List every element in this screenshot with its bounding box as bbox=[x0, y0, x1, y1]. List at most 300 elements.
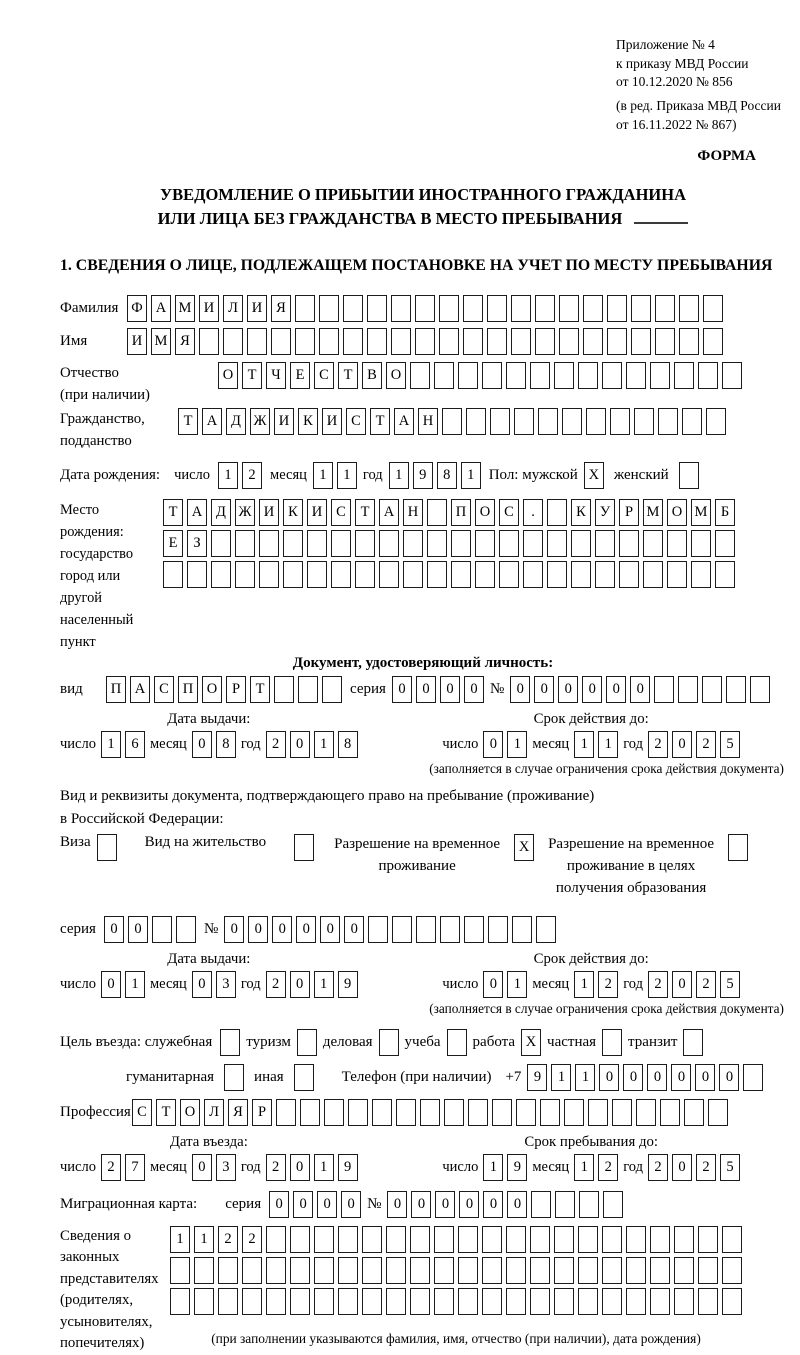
char-cell[interactable] bbox=[655, 328, 675, 355]
char-cell[interactable] bbox=[331, 530, 351, 557]
char-cell[interactable] bbox=[379, 561, 399, 588]
char-cell[interactable] bbox=[511, 328, 531, 355]
char-cell[interactable] bbox=[482, 1226, 502, 1253]
char-cell[interactable] bbox=[595, 530, 615, 557]
char-cell[interactable] bbox=[631, 328, 651, 355]
char-cell[interactable] bbox=[403, 561, 423, 588]
char-cell[interactable] bbox=[199, 328, 219, 355]
char-cell[interactable]: 2 bbox=[266, 1154, 286, 1181]
char-cell[interactable] bbox=[434, 362, 454, 389]
char-cell[interactable] bbox=[290, 1257, 310, 1284]
char-cell[interactable] bbox=[750, 676, 770, 703]
char-cell[interactable] bbox=[536, 916, 556, 943]
char-cell[interactable]: К bbox=[571, 499, 591, 526]
char-cell[interactable] bbox=[626, 1257, 646, 1284]
char-cell[interactable] bbox=[458, 362, 478, 389]
char-cell[interactable]: П bbox=[178, 676, 198, 703]
char-cell[interactable]: 1 bbox=[461, 462, 481, 489]
char-cell[interactable]: 2 bbox=[598, 1154, 618, 1181]
char-cell[interactable]: 0 bbox=[192, 1154, 212, 1181]
char-cell[interactable]: Б bbox=[715, 499, 735, 526]
char-cell[interactable] bbox=[338, 1257, 358, 1284]
char-cell[interactable] bbox=[703, 295, 723, 322]
char-cell[interactable]: 1 bbox=[194, 1226, 214, 1253]
char-cell[interactable] bbox=[439, 295, 459, 322]
char-cell[interactable]: 2 bbox=[266, 971, 286, 998]
char-cell[interactable] bbox=[322, 676, 342, 703]
char-cell[interactable]: 0 bbox=[558, 676, 578, 703]
char-cell[interactable]: Ж bbox=[250, 408, 270, 435]
char-cell[interactable]: 5 bbox=[720, 971, 740, 998]
char-cell[interactable] bbox=[355, 530, 375, 557]
char-cell[interactable]: 0 bbox=[290, 1154, 310, 1181]
char-cell[interactable]: . bbox=[523, 499, 543, 526]
char-cell[interactable]: 1 bbox=[575, 1064, 595, 1091]
char-cell[interactable] bbox=[540, 1099, 560, 1126]
char-cell[interactable] bbox=[631, 295, 651, 322]
char-cell[interactable] bbox=[726, 676, 746, 703]
char-cell[interactable] bbox=[579, 1191, 599, 1218]
char-cell[interactable] bbox=[223, 328, 243, 355]
char-cell[interactable]: Ж bbox=[235, 499, 255, 526]
char-cell[interactable] bbox=[283, 561, 303, 588]
char-cell[interactable]: А bbox=[394, 408, 414, 435]
char-cell[interactable] bbox=[658, 408, 678, 435]
checkbox-cell[interactable] bbox=[97, 834, 117, 861]
char-cell[interactable] bbox=[678, 676, 698, 703]
char-cell[interactable]: 0 bbox=[411, 1191, 431, 1218]
char-cell[interactable]: С bbox=[499, 499, 519, 526]
char-cell[interactable]: 9 bbox=[507, 1154, 527, 1181]
checkbox-cell[interactable] bbox=[683, 1029, 703, 1056]
char-cell[interactable] bbox=[427, 499, 447, 526]
char-cell[interactable]: О bbox=[475, 499, 495, 526]
char-cell[interactable]: 0 bbox=[459, 1191, 479, 1218]
char-cell[interactable] bbox=[324, 1099, 344, 1126]
char-cell[interactable] bbox=[343, 295, 363, 322]
char-cell[interactable] bbox=[463, 328, 483, 355]
char-cell[interactable]: О bbox=[386, 362, 406, 389]
char-cell[interactable] bbox=[444, 1099, 464, 1126]
char-cell[interactable] bbox=[343, 328, 363, 355]
char-cell[interactable]: 1 bbox=[507, 971, 527, 998]
char-cell[interactable] bbox=[314, 1226, 334, 1253]
char-cell[interactable] bbox=[362, 1257, 382, 1284]
char-cell[interactable] bbox=[348, 1099, 368, 1126]
char-cell[interactable]: 0 bbox=[630, 676, 650, 703]
char-cell[interactable] bbox=[170, 1288, 190, 1315]
char-cell[interactable]: 0 bbox=[248, 916, 268, 943]
char-cell[interactable] bbox=[530, 1257, 550, 1284]
checkbox-cell[interactable]: X bbox=[514, 834, 534, 861]
char-cell[interactable] bbox=[482, 362, 502, 389]
char-cell[interactable]: 0 bbox=[317, 1191, 337, 1218]
char-cell[interactable]: 0 bbox=[582, 676, 602, 703]
char-cell[interactable] bbox=[427, 530, 447, 557]
char-cell[interactable]: 1 bbox=[101, 731, 121, 758]
char-cell[interactable] bbox=[410, 362, 430, 389]
char-cell[interactable] bbox=[319, 328, 339, 355]
char-cell[interactable] bbox=[722, 1257, 742, 1284]
char-cell[interactable]: У bbox=[595, 499, 615, 526]
char-cell[interactable]: 9 bbox=[413, 462, 433, 489]
char-cell[interactable]: 2 bbox=[696, 731, 716, 758]
char-cell[interactable]: В bbox=[362, 362, 382, 389]
char-cell[interactable]: 2 bbox=[101, 1154, 121, 1181]
char-cell[interactable]: Н bbox=[418, 408, 438, 435]
char-cell[interactable] bbox=[650, 1257, 670, 1284]
char-cell[interactable] bbox=[307, 561, 327, 588]
char-cell[interactable] bbox=[331, 561, 351, 588]
char-cell[interactable]: И bbox=[247, 295, 267, 322]
char-cell[interactable]: 1 bbox=[507, 731, 527, 758]
char-cell[interactable]: 1 bbox=[574, 1154, 594, 1181]
char-cell[interactable] bbox=[559, 295, 579, 322]
char-cell[interactable] bbox=[607, 328, 627, 355]
char-cell[interactable] bbox=[698, 1226, 718, 1253]
char-cell[interactable] bbox=[247, 328, 267, 355]
char-cell[interactable] bbox=[708, 1099, 728, 1126]
char-cell[interactable] bbox=[379, 530, 399, 557]
char-cell[interactable] bbox=[538, 408, 558, 435]
char-cell[interactable] bbox=[475, 530, 495, 557]
char-cell[interactable]: 1 bbox=[314, 971, 334, 998]
char-cell[interactable]: Т bbox=[355, 499, 375, 526]
char-cell[interactable] bbox=[679, 295, 699, 322]
char-cell[interactable] bbox=[451, 530, 471, 557]
checkbox-cell[interactable]: X bbox=[584, 462, 604, 489]
char-cell[interactable] bbox=[218, 1257, 238, 1284]
char-cell[interactable]: Д bbox=[211, 499, 231, 526]
char-cell[interactable]: О bbox=[202, 676, 222, 703]
char-cell[interactable]: 0 bbox=[192, 731, 212, 758]
checkbox-cell[interactable] bbox=[297, 1029, 317, 1056]
char-cell[interactable]: Р bbox=[252, 1099, 272, 1126]
char-cell[interactable]: П bbox=[451, 499, 471, 526]
char-cell[interactable]: 1 bbox=[389, 462, 409, 489]
char-cell[interactable]: О bbox=[667, 499, 687, 526]
checkbox-cell[interactable] bbox=[379, 1029, 399, 1056]
char-cell[interactable]: 0 bbox=[320, 916, 340, 943]
char-cell[interactable] bbox=[194, 1288, 214, 1315]
char-cell[interactable] bbox=[554, 1257, 574, 1284]
char-cell[interactable]: 2 bbox=[696, 971, 716, 998]
char-cell[interactable] bbox=[355, 561, 375, 588]
char-cell[interactable] bbox=[698, 1257, 718, 1284]
char-cell[interactable]: 0 bbox=[599, 1064, 619, 1091]
char-cell[interactable]: 0 bbox=[440, 676, 460, 703]
char-cell[interactable]: 0 bbox=[293, 1191, 313, 1218]
char-cell[interactable] bbox=[674, 1257, 694, 1284]
char-cell[interactable] bbox=[499, 530, 519, 557]
char-cell[interactable] bbox=[307, 530, 327, 557]
char-cell[interactable] bbox=[367, 328, 387, 355]
char-cell[interactable] bbox=[512, 916, 532, 943]
char-cell[interactable] bbox=[415, 295, 435, 322]
char-cell[interactable] bbox=[602, 1288, 622, 1315]
char-cell[interactable] bbox=[667, 561, 687, 588]
char-cell[interactable] bbox=[506, 1288, 526, 1315]
char-cell[interactable]: 0 bbox=[483, 971, 503, 998]
char-cell[interactable]: 5 bbox=[720, 731, 740, 758]
char-cell[interactable]: М bbox=[691, 499, 711, 526]
char-cell[interactable] bbox=[607, 295, 627, 322]
char-cell[interactable]: И bbox=[259, 499, 279, 526]
char-cell[interactable]: 3 bbox=[216, 971, 236, 998]
char-cell[interactable] bbox=[530, 1226, 550, 1253]
char-cell[interactable]: 7 bbox=[125, 1154, 145, 1181]
char-cell[interactable] bbox=[410, 1257, 430, 1284]
char-cell[interactable] bbox=[295, 328, 315, 355]
char-cell[interactable] bbox=[410, 1226, 430, 1253]
char-cell[interactable] bbox=[458, 1257, 478, 1284]
char-cell[interactable] bbox=[314, 1288, 334, 1315]
char-cell[interactable] bbox=[650, 1226, 670, 1253]
char-cell[interactable]: П bbox=[106, 676, 126, 703]
checkbox-cell[interactable] bbox=[679, 462, 699, 489]
char-cell[interactable]: 0 bbox=[647, 1064, 667, 1091]
char-cell[interactable]: 0 bbox=[387, 1191, 407, 1218]
char-cell[interactable] bbox=[271, 328, 291, 355]
char-cell[interactable] bbox=[602, 362, 622, 389]
char-cell[interactable] bbox=[660, 1099, 680, 1126]
char-cell[interactable] bbox=[482, 1257, 502, 1284]
char-cell[interactable]: 0 bbox=[534, 676, 554, 703]
char-cell[interactable]: 2 bbox=[648, 1154, 668, 1181]
char-cell[interactable]: 0 bbox=[192, 971, 212, 998]
char-cell[interactable] bbox=[626, 1288, 646, 1315]
char-cell[interactable] bbox=[691, 530, 711, 557]
char-cell[interactable]: Ч bbox=[266, 362, 286, 389]
char-cell[interactable] bbox=[290, 1288, 310, 1315]
char-cell[interactable]: 1 bbox=[574, 971, 594, 998]
char-cell[interactable] bbox=[482, 1288, 502, 1315]
char-cell[interactable] bbox=[535, 328, 555, 355]
char-cell[interactable] bbox=[743, 1064, 763, 1091]
char-cell[interactable] bbox=[300, 1099, 320, 1126]
char-cell[interactable]: И bbox=[274, 408, 294, 435]
char-cell[interactable] bbox=[571, 530, 591, 557]
char-cell[interactable]: Р bbox=[226, 676, 246, 703]
char-cell[interactable] bbox=[298, 676, 318, 703]
char-cell[interactable] bbox=[152, 916, 172, 943]
char-cell[interactable] bbox=[487, 295, 507, 322]
char-cell[interactable] bbox=[578, 362, 598, 389]
char-cell[interactable] bbox=[684, 1099, 704, 1126]
char-cell[interactable]: 0 bbox=[464, 676, 484, 703]
char-cell[interactable] bbox=[416, 916, 436, 943]
char-cell[interactable] bbox=[578, 1288, 598, 1315]
char-cell[interactable] bbox=[396, 1099, 416, 1126]
char-cell[interactable] bbox=[679, 328, 699, 355]
char-cell[interactable] bbox=[442, 408, 462, 435]
char-cell[interactable] bbox=[434, 1226, 454, 1253]
char-cell[interactable]: Ф bbox=[127, 295, 147, 322]
char-cell[interactable]: Т bbox=[338, 362, 358, 389]
char-cell[interactable] bbox=[610, 408, 630, 435]
char-cell[interactable] bbox=[702, 676, 722, 703]
char-cell[interactable]: С bbox=[314, 362, 334, 389]
char-cell[interactable] bbox=[403, 530, 423, 557]
char-cell[interactable] bbox=[295, 295, 315, 322]
char-cell[interactable] bbox=[391, 295, 411, 322]
char-cell[interactable] bbox=[506, 1226, 526, 1253]
char-cell[interactable]: 2 bbox=[266, 731, 286, 758]
char-cell[interactable] bbox=[468, 1099, 488, 1126]
char-cell[interactable] bbox=[259, 561, 279, 588]
char-cell[interactable] bbox=[458, 1288, 478, 1315]
char-cell[interactable] bbox=[554, 1226, 574, 1253]
char-cell[interactable]: 0 bbox=[695, 1064, 715, 1091]
char-cell[interactable] bbox=[420, 1099, 440, 1126]
char-cell[interactable] bbox=[391, 328, 411, 355]
char-cell[interactable]: 3 bbox=[216, 1154, 236, 1181]
char-cell[interactable]: Л bbox=[204, 1099, 224, 1126]
char-cell[interactable]: 2 bbox=[242, 462, 262, 489]
char-cell[interactable] bbox=[464, 916, 484, 943]
char-cell[interactable]: 8 bbox=[216, 731, 236, 758]
char-cell[interactable]: 0 bbox=[341, 1191, 361, 1218]
checkbox-cell[interactable] bbox=[294, 834, 314, 861]
char-cell[interactable]: 6 bbox=[125, 731, 145, 758]
char-cell[interactable] bbox=[434, 1257, 454, 1284]
char-cell[interactable] bbox=[626, 1226, 646, 1253]
char-cell[interactable] bbox=[290, 1226, 310, 1253]
char-cell[interactable] bbox=[274, 676, 294, 703]
char-cell[interactable] bbox=[602, 1257, 622, 1284]
char-cell[interactable] bbox=[235, 561, 255, 588]
char-cell[interactable]: И bbox=[307, 499, 327, 526]
char-cell[interactable]: С bbox=[346, 408, 366, 435]
char-cell[interactable] bbox=[259, 530, 279, 557]
checkbox-cell[interactable] bbox=[447, 1029, 467, 1056]
char-cell[interactable]: Е bbox=[163, 530, 183, 557]
char-cell[interactable] bbox=[643, 530, 663, 557]
char-cell[interactable]: 0 bbox=[672, 731, 692, 758]
char-cell[interactable] bbox=[410, 1288, 430, 1315]
char-cell[interactable]: 0 bbox=[671, 1064, 691, 1091]
char-cell[interactable] bbox=[488, 916, 508, 943]
char-cell[interactable] bbox=[218, 1288, 238, 1315]
char-cell[interactable]: Е bbox=[290, 362, 310, 389]
char-cell[interactable]: С bbox=[154, 676, 174, 703]
char-cell[interactable]: 1 bbox=[314, 731, 334, 758]
char-cell[interactable] bbox=[547, 561, 567, 588]
char-cell[interactable] bbox=[194, 1257, 214, 1284]
char-cell[interactable] bbox=[698, 362, 718, 389]
char-cell[interactable] bbox=[440, 916, 460, 943]
char-cell[interactable] bbox=[367, 295, 387, 322]
char-cell[interactable] bbox=[451, 561, 471, 588]
char-cell[interactable] bbox=[176, 916, 196, 943]
char-cell[interactable]: 0 bbox=[290, 971, 310, 998]
char-cell[interactable] bbox=[706, 408, 726, 435]
char-cell[interactable] bbox=[211, 561, 231, 588]
char-cell[interactable] bbox=[386, 1257, 406, 1284]
char-cell[interactable]: 0 bbox=[104, 916, 124, 943]
char-cell[interactable] bbox=[475, 561, 495, 588]
char-cell[interactable] bbox=[578, 1226, 598, 1253]
char-cell[interactable]: Д bbox=[226, 408, 246, 435]
char-cell[interactable]: 0 bbox=[128, 916, 148, 943]
char-cell[interactable] bbox=[654, 676, 674, 703]
char-cell[interactable] bbox=[163, 561, 183, 588]
char-cell[interactable]: 1 bbox=[551, 1064, 571, 1091]
char-cell[interactable] bbox=[427, 561, 447, 588]
char-cell[interactable] bbox=[372, 1099, 392, 1126]
char-cell[interactable]: 2 bbox=[648, 731, 668, 758]
char-cell[interactable] bbox=[235, 530, 255, 557]
char-cell[interactable]: А bbox=[202, 408, 222, 435]
char-cell[interactable]: И bbox=[199, 295, 219, 322]
char-cell[interactable]: 9 bbox=[338, 1154, 358, 1181]
char-cell[interactable]: Л bbox=[223, 295, 243, 322]
char-cell[interactable] bbox=[338, 1288, 358, 1315]
char-cell[interactable] bbox=[578, 1257, 598, 1284]
char-cell[interactable] bbox=[603, 1191, 623, 1218]
char-cell[interactable]: А bbox=[151, 295, 171, 322]
char-cell[interactable]: 0 bbox=[510, 676, 530, 703]
char-cell[interactable] bbox=[170, 1257, 190, 1284]
char-cell[interactable]: М bbox=[643, 499, 663, 526]
char-cell[interactable] bbox=[588, 1099, 608, 1126]
char-cell[interactable] bbox=[362, 1226, 382, 1253]
char-cell[interactable] bbox=[559, 328, 579, 355]
char-cell[interactable]: 1 bbox=[125, 971, 145, 998]
char-cell[interactable] bbox=[547, 530, 567, 557]
char-cell[interactable] bbox=[674, 1288, 694, 1315]
char-cell[interactable] bbox=[564, 1099, 584, 1126]
char-cell[interactable] bbox=[523, 561, 543, 588]
char-cell[interactable] bbox=[715, 561, 735, 588]
char-cell[interactable] bbox=[531, 1191, 551, 1218]
char-cell[interactable]: 2 bbox=[242, 1226, 262, 1253]
char-cell[interactable]: 2 bbox=[648, 971, 668, 998]
char-cell[interactable]: 2 bbox=[598, 971, 618, 998]
char-cell[interactable]: Т bbox=[163, 499, 183, 526]
char-cell[interactable] bbox=[319, 295, 339, 322]
char-cell[interactable]: Т bbox=[178, 408, 198, 435]
char-cell[interactable]: 1 bbox=[313, 462, 333, 489]
char-cell[interactable] bbox=[722, 1288, 742, 1315]
char-cell[interactable] bbox=[547, 499, 567, 526]
char-cell[interactable]: 0 bbox=[416, 676, 436, 703]
char-cell[interactable] bbox=[511, 295, 531, 322]
char-cell[interactable] bbox=[626, 362, 646, 389]
char-cell[interactable]: Н bbox=[403, 499, 423, 526]
char-cell[interactable] bbox=[619, 561, 639, 588]
char-cell[interactable] bbox=[392, 916, 412, 943]
char-cell[interactable] bbox=[466, 408, 486, 435]
char-cell[interactable] bbox=[634, 408, 654, 435]
char-cell[interactable] bbox=[187, 561, 207, 588]
char-cell[interactable]: 0 bbox=[483, 1191, 503, 1218]
char-cell[interactable]: 0 bbox=[435, 1191, 455, 1218]
char-cell[interactable] bbox=[554, 1288, 574, 1315]
char-cell[interactable] bbox=[516, 1099, 536, 1126]
char-cell[interactable]: 0 bbox=[224, 916, 244, 943]
char-cell[interactable] bbox=[682, 408, 702, 435]
char-cell[interactable] bbox=[643, 561, 663, 588]
char-cell[interactable] bbox=[506, 1257, 526, 1284]
char-cell[interactable]: 0 bbox=[606, 676, 626, 703]
char-cell[interactable]: Я bbox=[228, 1099, 248, 1126]
char-cell[interactable]: М bbox=[151, 328, 171, 355]
char-cell[interactable]: 0 bbox=[623, 1064, 643, 1091]
char-cell[interactable] bbox=[490, 408, 510, 435]
char-cell[interactable] bbox=[434, 1288, 454, 1315]
char-cell[interactable]: Т bbox=[370, 408, 390, 435]
